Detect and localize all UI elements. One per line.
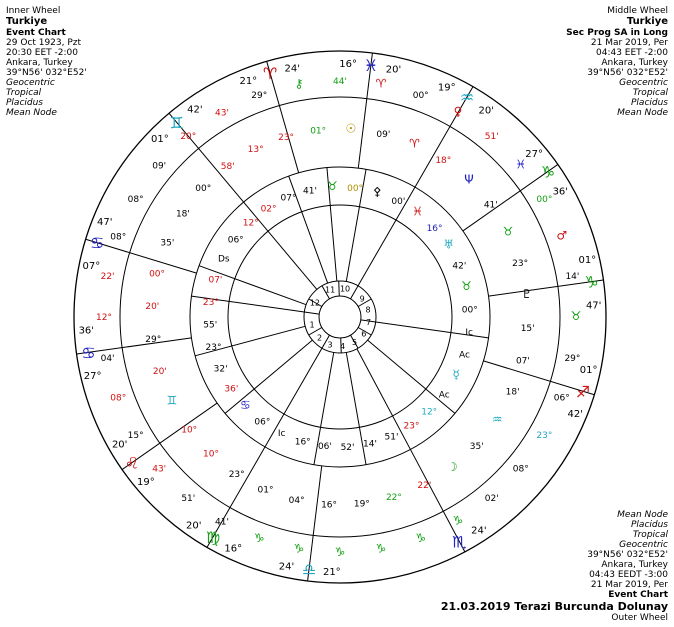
planet-label: ♈ [375,76,387,91]
planet-label: 08° [110,232,127,243]
planet-label: ♋ [240,398,251,413]
outer-wheel-title: 21.03.2019 Terazi Burcunda Dolunay [440,600,668,613]
cusp-degree: 01° [578,255,597,267]
planet-label: ♓ [412,204,424,219]
inner-cusp-line [244,202,317,289]
cusp-minutes: 20' [478,105,494,117]
planet-label: 43' [152,464,167,475]
planet-label: 52' [340,442,355,453]
middle-wheel-time: 04:43 EET -2:00 [596,48,668,58]
wheel-ring [228,205,452,429]
planet-label: ♉ [461,279,472,294]
planet-label: ♓ [515,157,527,172]
planet-label: 10° [203,449,219,460]
planet-label: 13° [247,144,264,155]
planet-label: ♉ [570,309,582,323]
outer-wheel-place: Ankara, Turkey [601,560,668,570]
planet-label: ☿ [452,367,460,382]
inner-cusp-line [265,348,322,447]
planet-label: 15' [520,323,535,334]
planet-label: 02° [260,204,277,215]
house-number: 3 [327,340,333,350]
planet-label: ♑ [334,545,346,559]
planet-label: ☽ [446,459,458,474]
middle-wheel-chart-type: Sec Prog SA in Long [566,28,668,38]
planet-label: 00° [536,195,553,205]
middle-wheel-place: Ankara, Turkey [601,58,668,68]
inner-wheel-opt1: Geocentric [6,78,55,88]
inner-wheel-place: Ankara, Turkey [6,58,73,68]
wheel-ring [74,51,606,583]
house-number: 12 [309,298,320,308]
planet-label: 00° [149,269,166,280]
planet-label: 06' [317,442,332,453]
planet-label: 12° [242,218,259,229]
planet-label: 12° [96,313,112,323]
middle-wheel-opt3: Placidus [631,98,668,108]
planet-label: 07' [208,275,223,286]
planet-label: 04° [288,495,305,506]
planet-label: Ac [459,350,471,361]
middle-wheel-label: Middle Wheel [607,6,668,16]
planet-label: 23° [205,342,222,353]
cusp-sign-icon: ♊ [169,113,184,133]
planet-label: 16° [294,437,311,448]
house-number: 11 [324,285,336,295]
inner-wheel-label: Inner Wheel [6,6,61,16]
cusp-sign-icon: ♓ [363,55,379,75]
hub-line [351,286,359,299]
planet-label: 18' [505,387,520,398]
planet-label: 09' [376,130,391,141]
inner-cusp-line [225,340,312,413]
planet-label: 10° [181,425,198,436]
planet-label: Ac [438,390,450,401]
planet-label: 15° [127,431,144,441]
outer-wheel-opt2: Tropical [632,530,668,540]
planet-label: 06° [227,235,244,246]
planet-label: Ψ [464,172,474,187]
cusp-sign-icon: ♋ [81,343,96,363]
planet-label: 01° [257,485,274,496]
planet-label: 51' [181,493,196,504]
planet-label: 55' [203,320,218,331]
planet-label: 23° [403,421,420,432]
planet-label: Ic [465,328,473,339]
house-number: 6 [361,329,367,339]
planet-label: 14' [363,439,377,450]
planet-label: ♑ [253,530,265,545]
planet-label: ♊ [166,393,178,408]
planet-label: 12° [421,407,438,418]
planet-label: 23° [278,132,295,143]
inner-wheel-time: 20:30 EET -2:00 [6,48,78,58]
planet-label: ♉ [327,179,338,194]
planet-label: ♈ [409,136,420,151]
inner-wheel-title: Turkiye [6,16,48,27]
outer-wheel-opt1: Geocentric [619,540,668,550]
planet-label: 35' [160,238,175,249]
planet-label: 00° [412,91,429,102]
planet-label: 41' [303,186,317,197]
cusp-sign-icon: ♈ [262,63,278,83]
planet-label: 08° [127,195,144,205]
planet-label: Ds [218,254,230,265]
planet-label: ♅ [443,237,454,252]
planet-label: 16° [426,223,443,234]
planet-label: ♂ [556,228,568,243]
planet-label: 08° [110,393,127,404]
cusp-sign-icon: ♐ [575,382,591,402]
house-number: 8 [365,305,371,315]
planet-label: 22° [385,493,402,504]
outer-wheel-time: 04:43 EEDT -3:00 [589,570,668,580]
planet-label: ♒ [491,412,503,427]
cusp-degree: 16° [224,543,243,555]
inner-cusp-line [358,187,415,286]
planet-label: ⚴ [372,184,382,199]
inner-wheel-opt4: Mean Node [6,108,57,118]
planet-label: 29° [564,353,581,364]
cusp-minutes: 36' [552,186,569,198]
planet-label: 51' [384,432,399,443]
planet-label: 16° [321,500,338,511]
planet-label: 41' [483,200,498,211]
cusp-degree: 27° [83,370,102,382]
cusp-minutes: 20' [385,64,402,76]
cusp-minutes: 47' [97,217,113,229]
cusp-minutes: 42' [567,408,583,420]
planet-label: 22' [417,481,432,492]
house-number: 2 [316,333,323,343]
planet-label: 02' [484,493,499,504]
planet-label: ♑ [293,541,305,556]
middle-wheel-opt4: Mean Node [617,108,668,118]
inner-wheel-coords: 39°N56' 032°E52' [6,68,87,78]
outer-wheel-coords: 39°N56' 032°E52' [587,550,668,560]
planet-labels [96,77,581,559]
middle-wheel-title: Turkiye [626,16,668,27]
planet-label: 35' [469,442,484,453]
planet-label: 29° [145,334,162,345]
planet-label: 07' [515,356,530,367]
outer-cusp-labels [79,56,602,579]
cusp-degree: 21° [239,76,258,88]
planet-label: ☉ [345,121,357,136]
middle-wheel-opt2: Tropical [632,88,668,98]
cusp-minutes: 47' [585,300,602,312]
planet-label: ♉ [502,224,514,239]
planet-label: 44' [333,77,347,87]
inner-wheel-opt2: Tropical [6,88,42,98]
planet-label: 19° [353,499,370,510]
house-cusp-lines [77,53,604,581]
planet-label: ♇ [521,287,533,302]
outer-wheel-chart-type: Event Chart [608,590,668,600]
cusp-degree: 19° [437,82,456,94]
cusp-degree: 19° [137,476,155,488]
house-number: 9 [359,294,365,304]
hub-line [304,312,319,314]
middle-wheel-opt1: Geocentric [619,78,668,88]
cusp-minutes: 42' [187,104,203,116]
planet-label: 43' [215,108,229,119]
outer-wheel-label: Outer Wheel [611,613,668,623]
wheel-ring [120,97,560,537]
outer-wheel-opt3: Placidus [631,520,668,530]
inner-wheel-chart-type: Event Chart [6,28,66,38]
cusp-sign-icon: ♌ [124,453,140,473]
planet-label: 07° [280,193,297,204]
planet-label: 06° [254,417,271,428]
planet-label: 23° [536,431,553,441]
house-number: 4 [339,341,346,351]
cusp-sign-icon: ♍ [205,527,221,547]
cusp-minutes: 24' [278,561,295,573]
planet-label: 18° [435,155,452,166]
cusp-minutes: 20' [186,520,202,532]
cusp-degree: 01° [151,133,169,145]
cusp-sign-icon: ♎ [301,560,317,580]
cusp-degree: 07° [82,260,101,272]
planet-label: ♑ [375,541,387,556]
planet-label: 06° [553,393,570,404]
planet-label: 58' [220,162,235,173]
planet-label: 29° [251,91,268,102]
cusp-sign-icon: ♑ [584,272,599,292]
planet-label: 00° [195,183,212,194]
outer-wheel-opt4: Mean Node [617,510,668,520]
cusp-degree: 24' [471,525,487,537]
planet-label: 23° [202,297,219,308]
planet-label: 23° [512,259,529,270]
house-number: 7 [366,318,372,328]
planet-label: 42' [452,261,467,272]
planet-label: 09' [152,161,167,172]
planet-label: 00° [347,183,364,194]
planet-label: 00° [461,305,478,316]
planet-label: Ic [277,429,286,440]
middle-wheel-date: 21 Mar 2019, Per [590,38,668,48]
wheel-ring [319,296,361,338]
cusp-sign-icon: ♋ [89,233,105,253]
planet-label: 14' [565,272,580,283]
cusp-minutes: 24' [284,63,300,75]
cusp-degree: 01° [579,365,598,377]
outer-wheel-date: 21 Mar 2019, Per [590,580,668,590]
wheel-ring [190,167,490,467]
planet-label: 20' [145,302,160,313]
house-number: 5 [351,338,358,348]
planet-label: 08° [512,464,529,475]
inner-wheel-opt3: Placidus [6,98,43,108]
cusp-minutes: 20' [111,439,128,451]
planet-label: 20' [152,366,167,377]
cusp-sign-icon: ♒ [459,88,475,108]
planet-label: 18' [175,209,190,220]
cusp-degree: 27° [525,149,543,161]
inner-wheel-date: 29 Oct 1923, Pzt [6,38,82,48]
planet-label: 22' [100,272,115,283]
cusp-degree: 16° [339,59,358,71]
planet-label: 41' [215,517,229,528]
cusp-sign-icon: ♑ [540,162,556,182]
planet-label: 00' [391,196,406,207]
planet-label: ⚷ [294,76,304,91]
house-number: 1 [309,320,315,330]
cusp-degree: 21° [322,566,341,578]
middle-wheel-coords: 39°N56' 032°E52' [587,68,668,78]
planet-label: 32' [213,364,228,375]
planet-label: 04' [100,353,115,364]
wheel-rings [74,51,606,583]
planet-label: 36' [224,384,239,395]
house-number: 10 [339,284,351,294]
planet-label: 01° [310,126,327,137]
planet-label: ♑ [452,513,464,528]
cusp-minutes: 36' [78,325,95,337]
planet-label: 20° [180,132,197,143]
planet-label: ♑ [415,530,427,545]
planet-label: 51' [484,132,499,143]
inner-cusp-line [368,340,455,413]
cusp-sign-icon: ♏ [452,532,467,552]
planet-label: 23° [228,470,245,481]
planet-label: ♀ [453,104,463,119]
